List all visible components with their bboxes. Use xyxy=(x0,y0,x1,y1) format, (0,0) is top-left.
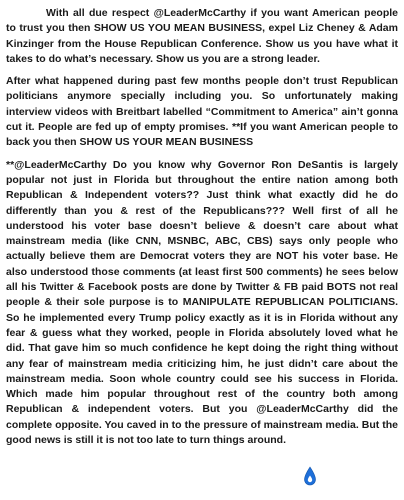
paragraph-3: **@LeaderMcCarthy Do you know why Governor Ron DeSantis is largely popular not just in Florida but throughout the entire nation among both Republican & Independent voters?? Just think what exactly did he do differently than you & rest of the Republicans??? Well first of all he understood his voter base doesn’t believe & doesn’t care about what mainstream media (like CNN, MSNBC, ABC, CBS) says only people who actually believe them are Democrat voters they are NOT his voter base. He also understood those comments (at least first 500 comments) he sees below all his Twitter & Facebook posts are done by Twitter & FB paid BOTS not real people & their sole purpose is to MANIPULATE REPUBLICAN POLITICIANS. So he implemented every Trump policy exactly as it is in Florida without any fear & guess what they worked, people in Florida absolutely loved what he did. That gave him so much confidence he kept doing the right thing without any fear of mainstream media criticizing him, he just didn’t care about the mainstream media. Soon whole country could see his success in Florida. Which made him popular throughout rest of the country both among Republican & independent voters. But you @LeaderMcCarthy did the complete opposite. You caved in to the pressure of mainstream media. But the good news is still it is not too late to turn things around. xyxy=(6,158,398,447)
document-body xyxy=(6,6,398,448)
paragraph-1: With all due respect @LeaderMcCarthy if you want American people to trust you then SHOW US YOU MEAN BUSINESS, expel Liz Cheney & Adam Kinzinger from the House Republican Conference. Show us you have what it takes to do what’s necessary. Show us you are a strong leader. xyxy=(6,7,398,65)
paragraph-2: After what happened during past few months people don’t trust Republican politicians anymore specially including you. So unfortunately making interview videos with Breitbart labelled “Commitment to America” ain’t gonna cut it. People are fed up of empty promises. **If you want American people to back you then SHOW US YOUR MEAN BUSINESS xyxy=(6,75,398,149)
water-drop-icon xyxy=(303,466,317,488)
paragraph-spacer xyxy=(6,151,398,158)
paragraph-spacer xyxy=(6,67,398,74)
